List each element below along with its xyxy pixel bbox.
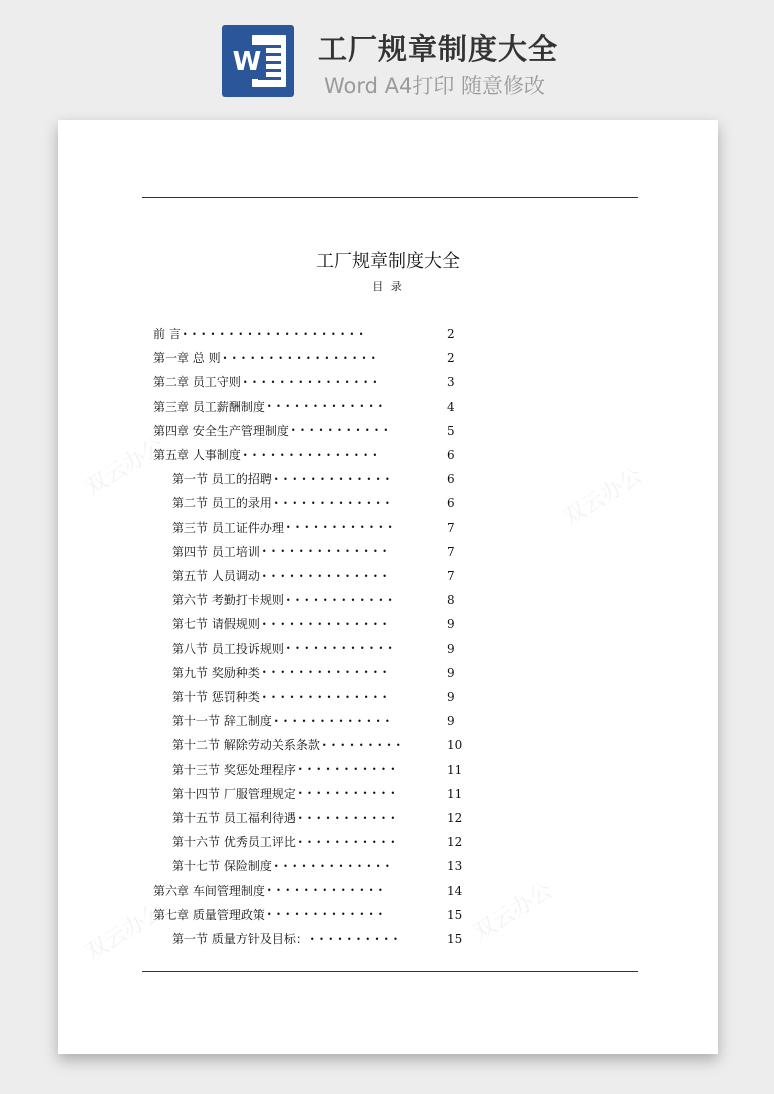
header: [0, 0, 774, 110]
toc-entry[interactable]: [153, 398, 573, 416]
toc-entry-page: 15: [447, 932, 463, 946]
toc-leader-dots: • • • • • • • • • • • • •: [266, 886, 384, 896]
toc-entry[interactable]: [172, 930, 592, 948]
toc-leader-dots: • • • • • • • • • • •: [290, 426, 390, 436]
toc-leader-dots: • • • • • • • • • • • •: [285, 644, 394, 654]
toc-entry[interactable]: [172, 785, 592, 803]
toc-leader-dots: • • • • • • • • • • •: [297, 837, 397, 847]
toc-entry-page: 5: [447, 423, 455, 438]
header-rule: [142, 197, 638, 198]
toc-entry-label: 第三章 员工薪酬制度: [153, 399, 265, 414]
toc-entry-label: 第一节 质量方针及目标：: [172, 932, 308, 946]
toc-entry-label: 第五节 人员调动: [172, 569, 260, 583]
toc-leader-dots: • • • • • • • • • • • • •: [266, 402, 384, 412]
toc-entry-label: 第十四节 厂服管理规定: [172, 786, 296, 801]
word-letter: W: [228, 45, 266, 79]
toc-entry-label: 第九节 奖励种类: [172, 665, 260, 680]
toc-entry-page: 6: [447, 496, 455, 511]
app-subtitle: Word A4打印 随意修改: [324, 74, 546, 98]
word-document-icon: [222, 25, 294, 97]
toc-leader-dots: • • • • • • • • • • •: [297, 765, 397, 775]
toc-leader-dots: • • • • • • • • • • •: [297, 813, 397, 823]
toc-heading: 目 录: [372, 280, 404, 293]
toc-entry[interactable]: [172, 809, 592, 827]
toc-entry-page: 11: [447, 762, 463, 777]
toc-entry[interactable]: [172, 688, 592, 706]
toc-entry-label: 第二章 员工守则: [153, 375, 241, 390]
toc-entry-page: 6: [447, 448, 455, 462]
toc-entry-page: 14: [447, 883, 463, 898]
toc-entry-page: 2: [447, 351, 455, 366]
document-title: 工厂规章制度大全: [316, 251, 460, 272]
toc-leader-dots: • • • • • • • • • • •: [297, 789, 397, 799]
toc-entry-label: 第十三节 奖惩处理程序: [172, 762, 296, 777]
toc-entry-page: 9: [447, 617, 455, 632]
toc-entry[interactable]: [172, 519, 592, 537]
toc-entry[interactable]: [153, 906, 573, 924]
toc-leader-dots: • • • • • • • • • •: [309, 934, 399, 944]
toc-entry-page: 7: [447, 569, 455, 583]
watermark: 双云办公: [81, 433, 170, 502]
toc-entry-label: 第五章 人事制度: [153, 448, 241, 462]
toc-entry-page: 11: [447, 786, 463, 801]
toc-entry-label: 第七章 质量管理政策: [153, 907, 265, 922]
toc-entry-page: 9: [447, 665, 455, 680]
toc-entry-page: 8: [447, 593, 455, 608]
toc-entry-label: 第七节 请假规则: [172, 617, 260, 632]
watermark: 双云办公: [81, 898, 170, 967]
toc-leader-dots: • • • • • • • • • • • • •: [273, 861, 391, 871]
toc-entry-label: 第四节 员工培训: [172, 544, 260, 559]
toc-entry-label: 第一章 总 则: [153, 351, 221, 366]
toc-entry-page: 2: [447, 327, 455, 341]
toc-entry[interactable]: [172, 761, 592, 779]
toc-leader-dots: • • • • • • • • •: [321, 740, 402, 750]
toc-leader-dots: • • • • • • • • • • • • • • • • •: [222, 353, 377, 363]
toc-entry-page: 9: [447, 641, 455, 656]
toc-entry-page: 6: [447, 472, 455, 487]
toc-entry-label: 第六章 车间管理制度: [153, 883, 265, 898]
toc-leader-dots: • • • • • • • • • • • • •: [273, 498, 391, 508]
toc-entry[interactable]: [172, 664, 592, 682]
toc-entry-page: 7: [447, 520, 455, 535]
toc-entry[interactable]: [153, 325, 573, 343]
toc-entry[interactable]: [153, 882, 573, 900]
toc-leader-dots: • • • • • • • • • • • • • • • • • • • •: [182, 329, 365, 339]
toc-entry-label: 第一节 员工的招聘: [172, 472, 272, 487]
toc-entry-label: 第十七节 保险制度: [172, 859, 272, 874]
toc-entry-label: 第十二节 解除劳动关系条款: [172, 738, 320, 753]
toc-entry-page: 3: [447, 375, 455, 390]
toc-entry[interactable]: [172, 543, 592, 561]
toc-entry-page: 13: [447, 859, 463, 874]
toc-entry-label: 第六节 考勤打卡规则: [172, 593, 284, 608]
toc-leader-dots: • • • • • • • • • • • • • • •: [242, 377, 379, 387]
toc-entry-label: 第十节 惩罚种类: [172, 690, 260, 704]
watermark: 双云办公: [469, 878, 558, 947]
document-page: [58, 120, 718, 1054]
toc-entry[interactable]: [153, 446, 573, 464]
toc-entry-page: 9: [447, 714, 455, 729]
toc-entry[interactable]: [172, 615, 592, 633]
toc-entry[interactable]: [172, 494, 592, 512]
toc-entry-page: 12: [447, 811, 463, 825]
toc-entry[interactable]: [153, 349, 573, 367]
toc-entry-page: 10: [447, 738, 463, 753]
toc-entry[interactable]: [172, 640, 592, 658]
toc-leader-dots: • • • • • • • • • • • • • •: [261, 619, 388, 629]
toc-entry-page: 12: [447, 835, 463, 850]
toc-leader-dots: • • • • • • • • • • • • • •: [261, 668, 388, 678]
toc-leader-dots: • • • • • • • • • • • • • •: [261, 692, 388, 702]
footer-rule: [142, 971, 638, 972]
toc-leader-dots: • • • • • • • • • • • • • • •: [242, 450, 379, 460]
toc-entry[interactable]: [172, 591, 592, 609]
toc-leader-dots: • • • • • • • • • • • •: [285, 523, 394, 533]
toc-leader-dots: • • • • • • • • • • • •: [285, 595, 394, 605]
toc-entry-label: 第八节 员工投诉规则: [172, 641, 284, 656]
toc-entry-label: 第十五节 员工福利待遇: [172, 811, 296, 825]
toc-entry[interactable]: [172, 567, 592, 585]
toc-entry[interactable]: [172, 712, 592, 730]
watermark: 双云办公: [559, 463, 648, 532]
toc-entry-page: 15: [447, 907, 463, 922]
toc-entry[interactable]: [153, 422, 573, 440]
toc-entry-label: 第二节 员工的录用: [172, 496, 272, 511]
toc-entry[interactable]: [172, 470, 592, 488]
toc-entry[interactable]: [153, 373, 573, 391]
toc-entry[interactable]: [172, 857, 592, 875]
toc-leader-dots: • • • • • • • • • • • • •: [273, 716, 391, 726]
toc-entry-page: 9: [447, 690, 455, 704]
toc-entry-label: 第十六节 优秀员工评比: [172, 835, 296, 850]
toc-entry-page: 7: [447, 544, 455, 559]
toc-entry[interactable]: [172, 736, 592, 754]
toc-leader-dots: • • • • • • • • • • • • •: [266, 910, 384, 920]
toc-leader-dots: • • • • • • • • • • • • •: [273, 474, 391, 484]
toc-leader-dots: • • • • • • • • • • • • • •: [261, 571, 388, 581]
app-title: 工厂规章制度大全: [318, 32, 559, 66]
toc-leader-dots: • • • • • • • • • • • • • •: [261, 547, 388, 557]
toc-entry[interactable]: [172, 833, 592, 851]
toc-entry-page: 4: [447, 399, 455, 414]
toc-entry-label: 前 言: [153, 327, 181, 341]
toc-entry-label: 第三节 员工证件办理: [172, 520, 284, 535]
toc-entry-label: 第四章 安全生产管理制度: [153, 423, 289, 438]
toc-entry-label: 第十一节 辞工制度: [172, 714, 272, 729]
